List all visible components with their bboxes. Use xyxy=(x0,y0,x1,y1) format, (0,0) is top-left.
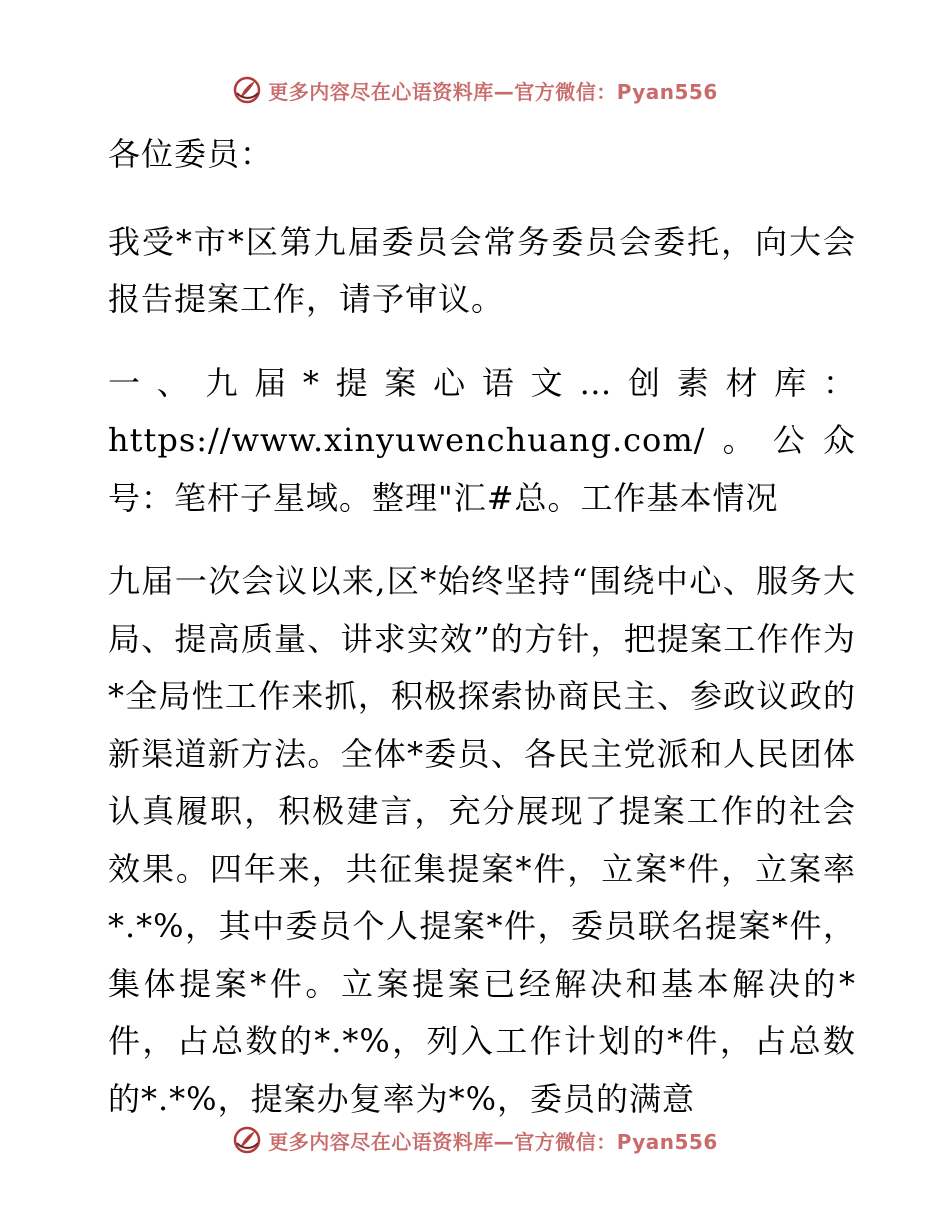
section-heading: 一、九届*提案心语文…创素材库：https://www.xinyuwenchuang.com/。公众号：笔杆子星域。整理"汇#总。工作基本情况 xyxy=(108,363,856,517)
quill-ribbon-logo-icon xyxy=(232,1125,262,1155)
watermark-text: 更多内容尽在心语资料库—官方微信：Pyan556 xyxy=(268,1129,718,1154)
intro-paragraph: 我受*市*区第九届委员会常务委员会委托，向大会报告提案工作，请予审议。 xyxy=(108,222,856,318)
watermark-text: 更多内容尽在心语资料库—官方微信：Pyan556 xyxy=(268,79,718,104)
header-watermark xyxy=(0,70,950,110)
greeting: 各位委员： xyxy=(108,135,274,173)
quill-ribbon-logo-icon xyxy=(232,75,262,105)
body-paragraph: 九届一次会议以来,区*始终坚持“围绕中心、服务大局、提高质量、讲求实效”的方针，把提案工作作为*全局性工作来抓，积极探索协商民主、参政议政的新渠道新方法。全体*委员、各民主党派和人民团体认真履职，积极建言，充分展现了提案工作的社会效果。四年来，共征集提案*件，立案*件，立案率*.*%，其中委员个人提案*件，委员联名提案*件，集体提案*件。立案提案已经解决和基本解决的*件，占总数的*.*%，列入工作计划的*件，占总数的*.*%，提案办复率为*%，委员的满意 xyxy=(108,562,856,1118)
footer-watermark xyxy=(0,1120,950,1160)
document-body xyxy=(96,126,856,1128)
